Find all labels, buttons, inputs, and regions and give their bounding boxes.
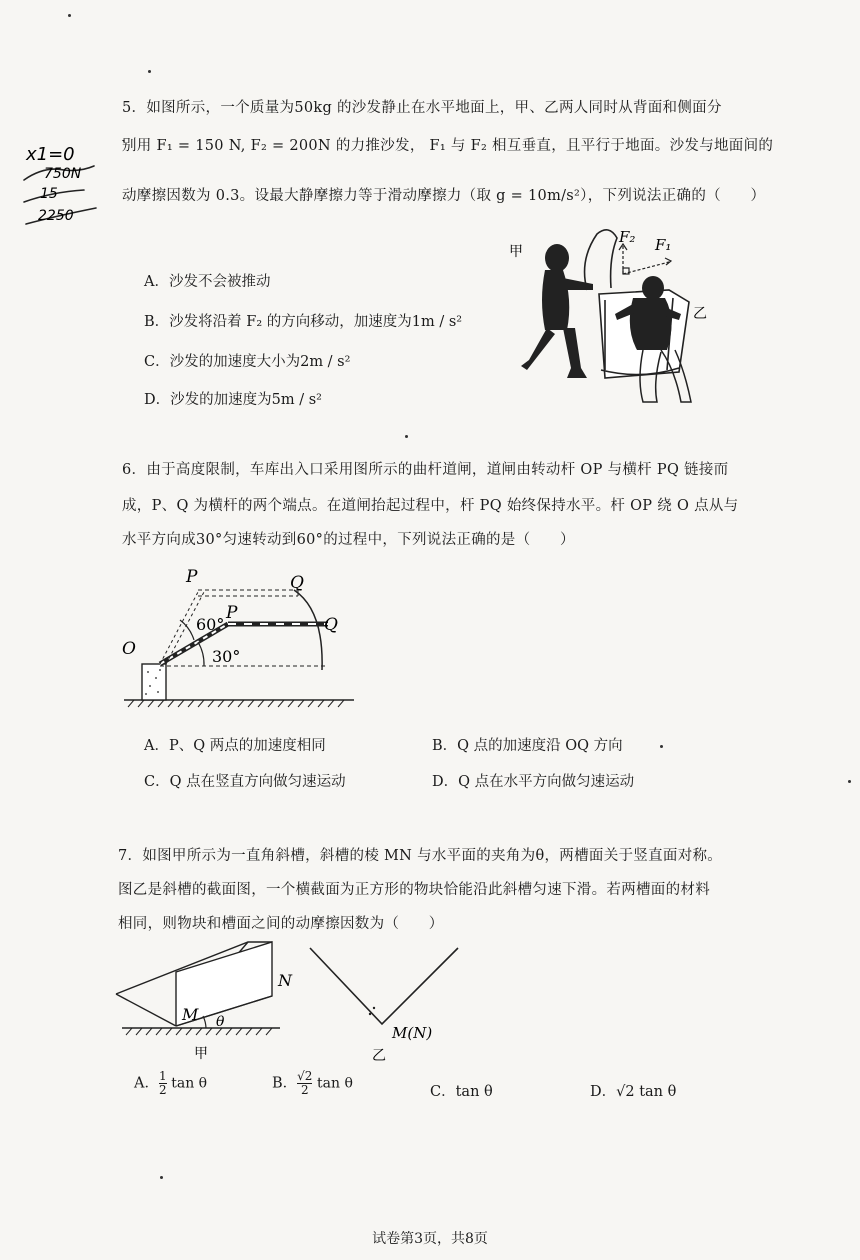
speck (148, 70, 151, 73)
point-p-upper-label: P (186, 567, 198, 587)
q7-option-b-num: √2 (297, 1069, 313, 1083)
speck (405, 435, 408, 438)
q7-option-a-label: A． (134, 1075, 159, 1092)
point-o-label: O (122, 639, 136, 659)
q7-groove-figure-jia (112, 940, 312, 1070)
q7-option-c: C．tan θ (430, 1084, 493, 1100)
figure-jia-caption: 甲 (194, 1046, 208, 1062)
q6-option-c: C．Q 点在竖直方向做匀速运动 (144, 774, 346, 790)
q7-groove-figure-yi (300, 944, 460, 1068)
angle-30-label: 30° (212, 647, 241, 666)
q7-option-a-den: 2 (158, 1083, 167, 1097)
q7-option-a-tail: tan θ (171, 1075, 208, 1092)
q6-stem-line-2: 成，P、Q 为横杆的两个端点。在道闸抬起过程中，杆 PQ 始终保持水平。杆 OP 绕 O 点从与 (122, 498, 739, 514)
page-footer: 试卷第3页，共8页 (372, 1231, 488, 1247)
point-n-label: N (278, 971, 292, 990)
point-m-label: M (182, 1005, 199, 1024)
hand-line-2: 750N (44, 166, 82, 182)
q7-option-b-label: B． (272, 1075, 298, 1092)
q5-sofa-figure (505, 220, 715, 415)
q6-option-a: A．P、Q 两点的加速度相同 (144, 738, 326, 754)
speck (68, 14, 71, 17)
q6-stem-line-3: 水平方向成30°匀速转动到60°的过程中，下列说法正确的是（ ） (122, 532, 575, 548)
q7-option-a (134, 1070, 207, 1097)
person-jia-label: 甲 (509, 244, 523, 260)
q6-stem-line-1: 6．由于高度限制，车库出入口采用图所示的曲杆道闸，道闸由转动杆 OP 与横杆 PQ 链接而 (122, 462, 729, 478)
speck (848, 780, 851, 783)
q5-option-b: B．沙发将沿着 F₂ 的方向移动，加速度为1m / s² (144, 314, 463, 330)
hand-line-4: 2250 (38, 208, 74, 224)
theta-label: θ (216, 1014, 225, 1030)
person-yi-label: 乙 (693, 306, 707, 322)
q7-option-a-num: 1 (158, 1069, 167, 1083)
point-q-lower-label: Q (324, 615, 338, 635)
q7-option-b (272, 1070, 353, 1097)
angle-60-label: 60° (196, 615, 225, 634)
q5-stem-line-1: 5．如图所示，一个质量为50kg 的沙发静止在水平地面上，甲、乙两人同时从背面和侧面分 (122, 100, 722, 116)
q5-option-a: A．沙发不会被推动 (144, 274, 271, 290)
point-mn-label: M(N) (392, 1024, 433, 1042)
q7-stem-line-2: 图乙是斜槽的截面图，一个横截面为正方形的物块恰能沿此斜槽匀速下滑。若两槽面的材料 (118, 882, 710, 898)
hand-line-1: x1=0 (26, 144, 75, 165)
q7-option-b-den: 2 (297, 1083, 312, 1097)
point-q-upper-label: Q (290, 573, 304, 593)
q6-option-b: B．Q 点的加速度沿 OQ 方向 (432, 738, 623, 754)
q7-stem-line-1: 7．如图甲所示为一直角斜槽，斜槽的棱 MN 与水平面的夹角为θ，两槽面关于竖直面对称。 (118, 848, 723, 864)
q7-option-b-tail: tan θ (317, 1075, 353, 1092)
q6-option-d: D．Q 点在水平方向做匀速运动 (432, 774, 635, 790)
force-f1-label: F₁ (655, 236, 672, 254)
force-f2-label: F₂ (619, 228, 636, 246)
q5-stem-line-3: 动摩擦因数为 0.3。设最大静摩擦力等于滑动摩擦力（取 g = 10m/s²），下列说法正确的（ ） (122, 188, 766, 204)
q5-option-c: C．沙发的加速度大小为2m / s² (144, 354, 351, 370)
q7-stem-line-3: 相同，则物块和槽面之间的动摩擦因数为（ ） (118, 916, 444, 932)
speck (160, 1176, 163, 1179)
q6-gate-figure (118, 560, 368, 710)
q5-stem-line-2: 别用 F₁ = 150 N, F₂ = 200N 的力推沙发， F₁ 与 F₂ 相互垂直，且平行于地面。沙发与地面间的 (122, 138, 774, 154)
figure-yi-caption: 乙 (372, 1048, 386, 1064)
hand-line-3: 15 (40, 186, 58, 202)
handwritten-notes (18, 140, 128, 250)
q5-option-d: D．沙发的加速度为5m / s² (144, 392, 322, 408)
point-p-lower-label: P (226, 603, 238, 623)
q7-option-d: D．√2 tan θ (590, 1084, 677, 1100)
speck (660, 745, 663, 748)
